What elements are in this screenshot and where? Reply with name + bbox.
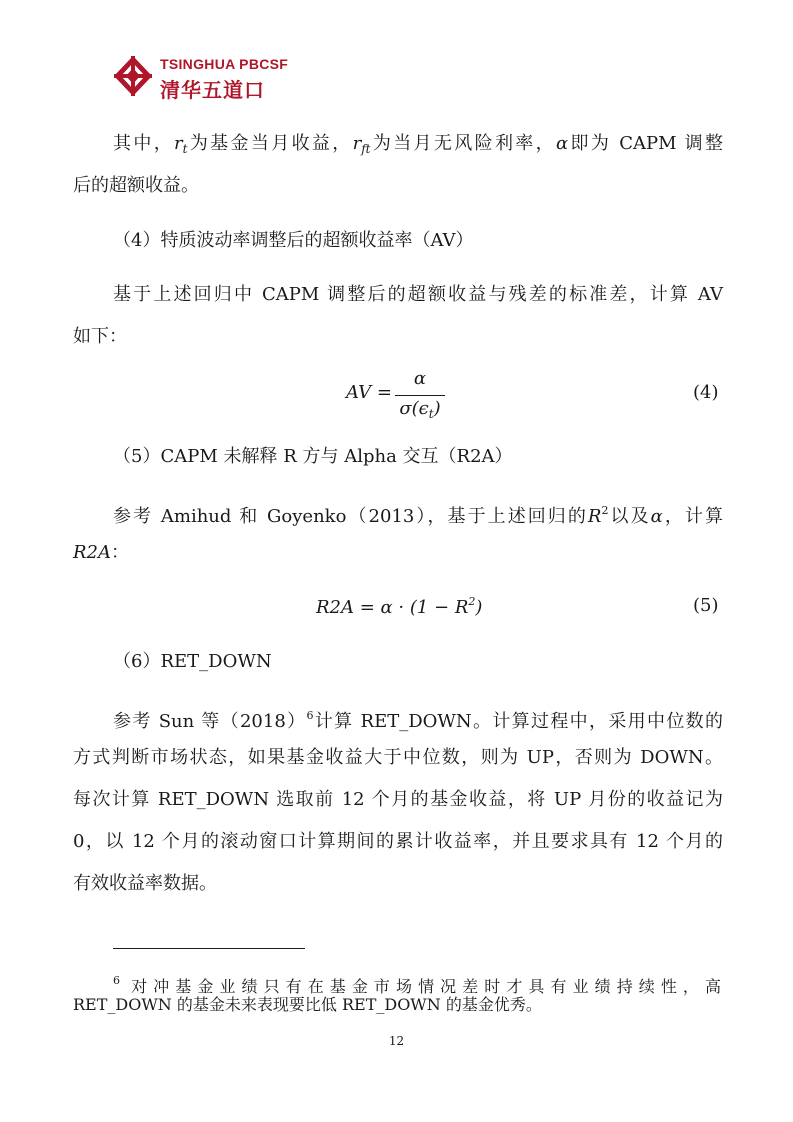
logo-english-text: TSINGHUA PBCSF	[160, 56, 289, 72]
equation-4-lhs: AV =	[346, 382, 392, 403]
paragraph-4-line-5: 有效收益率数据。	[73, 873, 217, 894]
math-subscript: ft	[361, 142, 371, 156]
fraction-bar	[395, 395, 445, 396]
text: 为当月无风险利率，	[370, 133, 556, 154]
equation-5-number: (5)	[693, 595, 719, 616]
text: 对冲基金业绩只有在基金市场情况差时才具有业绩持续性，高	[120, 977, 721, 996]
tsinghua-pbcsf-emblem-icon	[112, 54, 154, 98]
math-subscript: t	[182, 142, 188, 156]
text: ，计算	[662, 506, 724, 527]
section-heading-6: （6）RET_DOWN	[113, 651, 272, 672]
text: ：	[111, 542, 130, 563]
text: σ(ϵ	[399, 398, 429, 419]
paragraph-1-line-1	[113, 132, 723, 161]
text: 为基金当月收益，	[187, 133, 353, 154]
footnote-line-2: RET_DOWN 的基金未来表现要比低 RET_DOWN 的基金优秀。	[73, 995, 542, 1014]
equation-5	[316, 595, 482, 618]
paragraph-3-line-2	[73, 541, 723, 565]
paragraph-1-line-2: 后的超额收益。	[73, 175, 199, 196]
math-var: R	[587, 506, 602, 527]
text: )	[433, 398, 441, 419]
equation-4-number: (4)	[693, 382, 719, 403]
text: )	[475, 597, 483, 618]
text: 其中，	[113, 133, 175, 154]
math-var: R2A	[73, 542, 112, 563]
footnote-divider	[113, 948, 305, 949]
text: 参考 Sun 等（2018）	[113, 711, 307, 732]
paragraph-2-line-1: 基于上述回归中 CAPM 调整后的超额收益与残差的标准差，计算 AV	[113, 284, 723, 305]
equation-4-denominator	[395, 398, 445, 421]
math-subscript: t	[428, 407, 434, 421]
math-var: α	[650, 506, 663, 527]
page-number: 12	[388, 1034, 405, 1048]
text: 即为 CAPM 调整	[568, 133, 724, 154]
section-heading-4: （4）特质波动率调整后的超额收益率（AV）	[113, 230, 474, 251]
paragraph-4-line-1	[113, 704, 723, 734]
paragraph-4-line-4: 0，以 12 个月的滚动窗口计算期间的累计收益率，并且要求具有 12 个月的	[73, 831, 723, 852]
equation-4-numerator: α	[413, 368, 427, 389]
footnote-mark: 6	[113, 974, 120, 987]
text: 以及	[608, 506, 651, 527]
math-var: r	[352, 133, 362, 154]
paragraph-3-line-1	[113, 499, 723, 529]
math-superscript: 2	[601, 504, 609, 517]
math-var: α	[556, 133, 569, 154]
math-var: r	[174, 133, 183, 154]
text: 计算 RET_DOWN。计算过程中，采用中位数的	[313, 711, 723, 732]
paragraph-4-line-2: 方式判断市场状态，如果基金收益大于中位数，则为 UP，否则为 DOWN。	[73, 747, 723, 768]
text: R2A = α · (1 − R	[316, 597, 469, 618]
paragraph-4-line-3: 每次计算 RET_DOWN 选取前 12 个月的基金收益，将 UP 月份的收益记为	[73, 789, 723, 810]
text: 参考 Amihud 和 Goyenko（2013），基于上述回归的	[113, 506, 588, 527]
footnote-reference: 6	[306, 709, 314, 722]
paragraph-2-line-2: 如下：	[73, 326, 127, 347]
section-heading-5: （5）CAPM 未解释 R 方与 Alpha 交互（R2A）	[113, 446, 513, 467]
header-logo	[112, 52, 312, 104]
logo-chinese-text: 清华五道口	[160, 78, 265, 102]
math-superscript: 2	[468, 595, 476, 608]
